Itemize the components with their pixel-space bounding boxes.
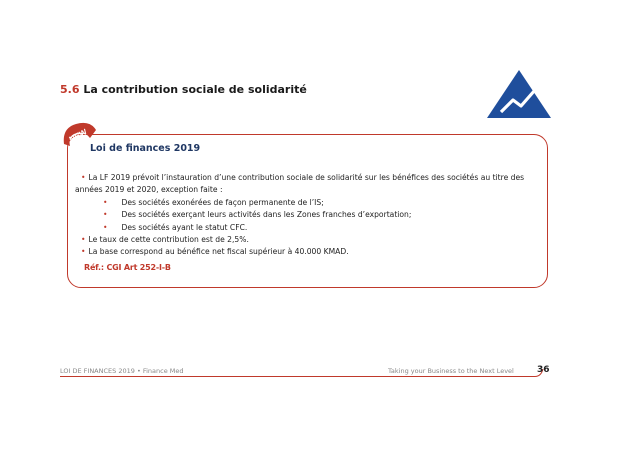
section-number: 5.6: [60, 83, 80, 96]
exception-item: Des sociétés exonérées de façon permanente de l’IS;: [121, 197, 324, 207]
exception-item: Des sociétés exerçant leurs activités dans les Zones franches d’exportation;: [121, 210, 412, 220]
legal-reference: Réf.: CGI Art 252-I-B: [84, 262, 171, 272]
list-item: [81, 209, 541, 221]
section-title-text: La contribution sociale de solidarité: [83, 83, 307, 96]
exception-item: Des sociétés ayant le statut CFC.: [121, 222, 248, 232]
footer-left-text: LOI DE FINANCES 2019 • Finance Med: [60, 367, 184, 375]
card-title: Loi de finances 2019: [90, 143, 201, 154]
new-badge-label: NEW: [67, 127, 89, 144]
bullet-icon: •: [81, 235, 86, 245]
base-line: [81, 246, 541, 258]
bullet-icon: •: [103, 210, 108, 220]
section-title: [60, 83, 307, 96]
card-body: [75, 172, 541, 274]
rate-line: [81, 234, 541, 246]
bullet-icon: •: [103, 222, 108, 232]
footer-tagline: Taking your Business to the Next Level: [388, 367, 514, 375]
intro-paragraph: [81, 172, 541, 184]
growth-arrow-icon: [483, 68, 555, 120]
bullet-icon: •: [103, 197, 108, 207]
bullet-icon: •: [81, 173, 86, 182]
list-item: [81, 222, 541, 234]
intro-line-1: La LF 2019 prévoit l’instauration d’une contribution sociale de solidarité sur les bénéfices des sociétés au titre des: [88, 173, 525, 182]
footer-divider: [60, 376, 532, 377]
intro-line-2: années 2019 et 2020, exception faite :: [75, 185, 223, 195]
bullet-icon: •: [81, 247, 86, 257]
base-text: La base correspond au bénéfice net fiscal supérieur à 40.000 KMAD.: [88, 247, 349, 257]
list-item: [81, 197, 541, 209]
page-number: 36: [537, 365, 550, 375]
rate-text: Le taux de cette contribution est de 2,5%.: [88, 235, 249, 245]
